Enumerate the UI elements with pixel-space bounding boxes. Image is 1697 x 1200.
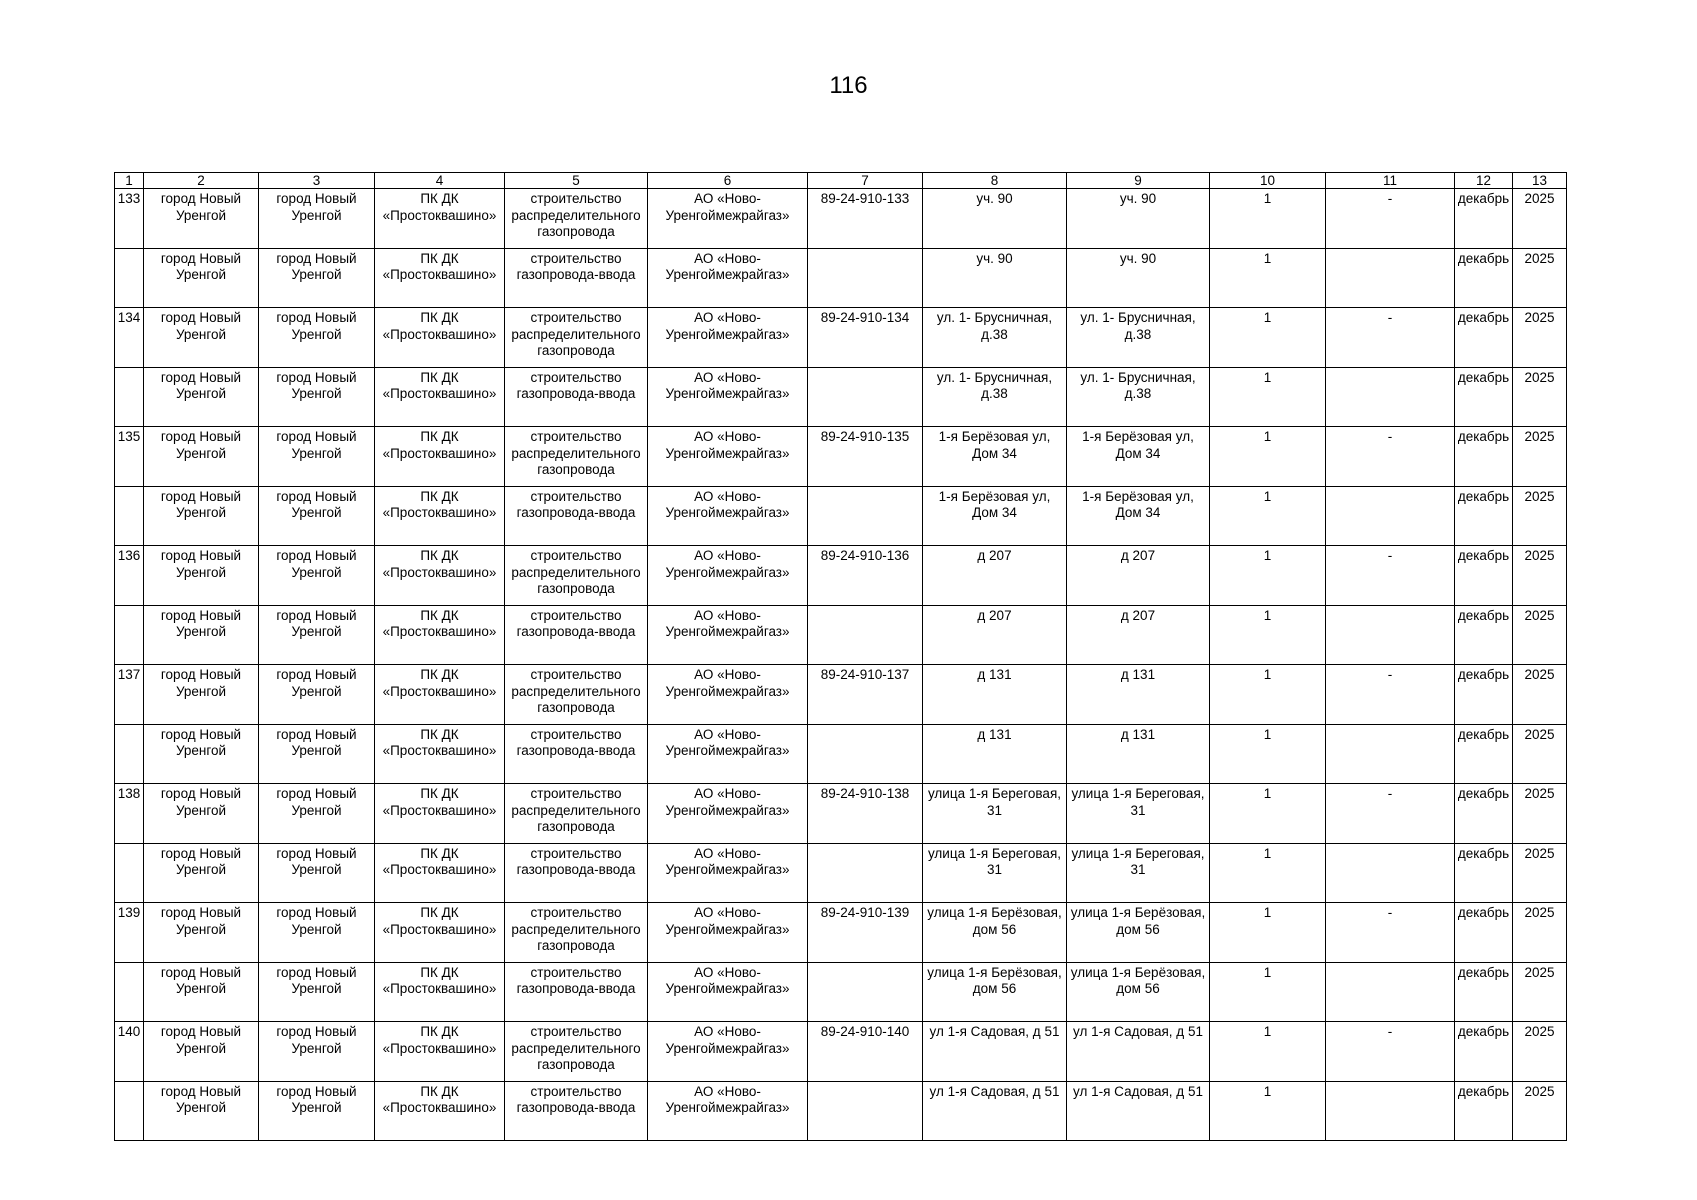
cell-c10: 1 <box>1210 1081 1326 1141</box>
cell-c10: 1 <box>1210 189 1326 249</box>
table-row <box>115 784 1567 844</box>
record-number <box>115 843 144 903</box>
record-number <box>115 367 144 427</box>
cell-c2: город Новый Уренгой <box>144 546 259 606</box>
cell-c8: улица 1-я Берёзовая, дом 56 <box>923 962 1067 1022</box>
cell-c8: уч. 90 <box>923 189 1067 249</box>
cell-c3: город Новый Уренгой <box>259 784 375 844</box>
column-header-13: 13 <box>1513 173 1567 189</box>
object-code: 89-24-910-140 <box>808 1022 923 1082</box>
cell-c5: строительство газопровода-ввода <box>505 843 648 903</box>
cell-c9: ул 1-я Садовая, д 51 <box>1067 1081 1210 1141</box>
cell-c9: ул. 1- Брусничная, д.38 <box>1067 367 1210 427</box>
object-code: 89-24-910-134 <box>808 308 923 368</box>
record-number: 135 <box>115 427 144 487</box>
cell-c13: 2025 <box>1513 248 1567 308</box>
cell-c9: улица 1-я Берёзовая, дом 56 <box>1067 962 1210 1022</box>
record-number: 137 <box>115 665 144 725</box>
table-row <box>115 903 1567 963</box>
cell-c9: 1-я Берёзовая ул, Дом 34 <box>1067 486 1210 546</box>
cell-c12: декабрь <box>1455 427 1513 487</box>
column-header-5: 5 <box>505 173 648 189</box>
cell-c6: АО «Ново-Уренгоймежрайгаз» <box>648 486 808 546</box>
cell-c3: город Новый Уренгой <box>259 367 375 427</box>
table-row <box>115 724 1567 784</box>
column-header-2: 2 <box>144 173 259 189</box>
cell-c11: - <box>1326 1022 1455 1082</box>
cell-c3: город Новый Уренгой <box>259 546 375 606</box>
cell-c10: 1 <box>1210 962 1326 1022</box>
cell-c11: - <box>1326 427 1455 487</box>
cell-c13: 2025 <box>1513 903 1567 963</box>
cell-c12: декабрь <box>1455 665 1513 725</box>
cell-c10: 1 <box>1210 308 1326 368</box>
column-header-1: 1 <box>115 173 144 189</box>
cell-c9: д 131 <box>1067 665 1210 725</box>
column-header-11: 11 <box>1326 173 1455 189</box>
cell-c5: строительство распределительного газопровода <box>505 189 648 249</box>
cell-c11 <box>1326 724 1455 784</box>
table-row <box>115 843 1567 903</box>
cell-c13: 2025 <box>1513 486 1567 546</box>
cell-c8: 1-я Берёзовая ул, Дом 34 <box>923 486 1067 546</box>
table-row <box>115 308 1567 368</box>
cell-c13: 2025 <box>1513 546 1567 606</box>
cell-c10: 1 <box>1210 784 1326 844</box>
cell-c8: ул. 1- Брусничная, д.38 <box>923 367 1067 427</box>
cell-c5: строительство распределительного газопровода <box>505 1022 648 1082</box>
cell-c12: декабрь <box>1455 903 1513 963</box>
cell-c6: АО «Ново-Уренгоймежрайгаз» <box>648 1022 808 1082</box>
header-row <box>115 173 1567 189</box>
cell-c5: строительство газопровода-ввода <box>505 724 648 784</box>
cell-c5: строительство распределительного газопровода <box>505 903 648 963</box>
cell-c8: д 131 <box>923 665 1067 725</box>
cell-c2: город Новый Уренгой <box>144 843 259 903</box>
cell-c4: ПК ДК «Простоквашино» <box>375 189 505 249</box>
cell-c10: 1 <box>1210 665 1326 725</box>
cell-c12: декабрь <box>1455 367 1513 427</box>
cell-c4: ПК ДК «Простоквашино» <box>375 1022 505 1082</box>
column-header-8: 8 <box>923 173 1067 189</box>
table-header <box>115 173 1567 189</box>
cell-c3: город Новый Уренгой <box>259 308 375 368</box>
record-number: 140 <box>115 1022 144 1082</box>
table-body <box>115 189 1567 1141</box>
cell-c2: город Новый Уренгой <box>144 962 259 1022</box>
cell-c3: город Новый Уренгой <box>259 605 375 665</box>
table-row <box>115 605 1567 665</box>
cell-c8: ул 1-я Садовая, д 51 <box>923 1022 1067 1082</box>
cell-c5: строительство газопровода-ввода <box>505 605 648 665</box>
cell-c2: город Новый Уренгой <box>144 486 259 546</box>
cell-c4: ПК ДК «Простоквашино» <box>375 784 505 844</box>
cell-c8: д 207 <box>923 546 1067 606</box>
cell-c2: город Новый Уренгой <box>144 1081 259 1141</box>
cell-c3: город Новый Уренгой <box>259 248 375 308</box>
cell-c6: АО «Ново-Уренгоймежрайгаз» <box>648 427 808 487</box>
object-code: 89-24-910-137 <box>808 665 923 725</box>
cell-c13: 2025 <box>1513 427 1567 487</box>
cell-c5: строительство газопровода-ввода <box>505 962 648 1022</box>
table-row <box>115 665 1567 725</box>
cell-c13: 2025 <box>1513 605 1567 665</box>
cell-c11 <box>1326 605 1455 665</box>
cell-c3: город Новый Уренгой <box>259 665 375 725</box>
record-number: 134 <box>115 308 144 368</box>
object-code <box>808 367 923 427</box>
cell-c4: ПК ДК «Простоквашино» <box>375 843 505 903</box>
table-row <box>115 1081 1567 1141</box>
object-code: 89-24-910-139 <box>808 903 923 963</box>
cell-c6: АО «Ново-Уренгоймежрайгаз» <box>648 546 808 606</box>
table-row <box>115 962 1567 1022</box>
cell-c13: 2025 <box>1513 308 1567 368</box>
cell-c12: декабрь <box>1455 486 1513 546</box>
cell-c10: 1 <box>1210 546 1326 606</box>
cell-c2: город Новый Уренгой <box>144 605 259 665</box>
record-number <box>115 486 144 546</box>
cell-c4: ПК ДК «Простоквашино» <box>375 724 505 784</box>
cell-c8: ул 1-я Садовая, д 51 <box>923 1081 1067 1141</box>
cell-c5: строительство распределительного газопровода <box>505 784 648 844</box>
cell-c10: 1 <box>1210 486 1326 546</box>
cell-c4: ПК ДК «Простоквашино» <box>375 1081 505 1141</box>
record-number <box>115 724 144 784</box>
cell-c11: - <box>1326 189 1455 249</box>
cell-c4: ПК ДК «Простоквашино» <box>375 665 505 725</box>
cell-c12: декабрь <box>1455 1081 1513 1141</box>
column-header-7: 7 <box>808 173 923 189</box>
cell-c12: декабрь <box>1455 308 1513 368</box>
cell-c4: ПК ДК «Простоквашино» <box>375 367 505 427</box>
cell-c6: АО «Ново-Уренгоймежрайгаз» <box>648 248 808 308</box>
cell-c4: ПК ДК «Простоквашино» <box>375 248 505 308</box>
cell-c2: город Новый Уренгой <box>144 903 259 963</box>
column-header-3: 3 <box>259 173 375 189</box>
cell-c6: АО «Ново-Уренгоймежрайгаз» <box>648 903 808 963</box>
record-number <box>115 1081 144 1141</box>
cell-c3: город Новый Уренгой <box>259 486 375 546</box>
cell-c9: д 207 <box>1067 546 1210 606</box>
cell-c3: город Новый Уренгой <box>259 189 375 249</box>
cell-c3: город Новый Уренгой <box>259 427 375 487</box>
cell-c11: - <box>1326 308 1455 368</box>
cell-c2: город Новый Уренгой <box>144 665 259 725</box>
cell-c12: декабрь <box>1455 784 1513 844</box>
cell-c12: декабрь <box>1455 843 1513 903</box>
cell-c12: декабрь <box>1455 189 1513 249</box>
record-number: 138 <box>115 784 144 844</box>
cell-c8: 1-я Берёзовая ул, Дом 34 <box>923 427 1067 487</box>
object-code <box>808 1081 923 1141</box>
cell-c2: город Новый Уренгой <box>144 189 259 249</box>
cell-c11 <box>1326 962 1455 1022</box>
table-row <box>115 189 1567 249</box>
cell-c6: АО «Ново-Уренгоймежрайгаз» <box>648 189 808 249</box>
cell-c11 <box>1326 367 1455 427</box>
record-number: 136 <box>115 546 144 606</box>
cell-c9: д 207 <box>1067 605 1210 665</box>
cell-c13: 2025 <box>1513 724 1567 784</box>
table-row <box>115 367 1567 427</box>
cell-c12: декабрь <box>1455 962 1513 1022</box>
cell-c6: АО «Ново-Уренгоймежрайгаз» <box>648 665 808 725</box>
cell-c9: д 131 <box>1067 724 1210 784</box>
object-code <box>808 843 923 903</box>
cell-c2: город Новый Уренгой <box>144 427 259 487</box>
cell-c3: город Новый Уренгой <box>259 903 375 963</box>
cell-c2: город Новый Уренгой <box>144 308 259 368</box>
cell-c12: декабрь <box>1455 605 1513 665</box>
cell-c3: город Новый Уренгой <box>259 1022 375 1082</box>
registry-table <box>114 172 1567 1141</box>
table-row <box>115 427 1567 487</box>
cell-c6: АО «Ново-Уренгоймежрайгаз» <box>648 308 808 368</box>
cell-c5: строительство распределительного газопровода <box>505 546 648 606</box>
cell-c5: строительство газопровода-ввода <box>505 486 648 546</box>
cell-c11: - <box>1326 903 1455 963</box>
table-row <box>115 248 1567 308</box>
cell-c3: город Новый Уренгой <box>259 724 375 784</box>
cell-c13: 2025 <box>1513 962 1567 1022</box>
object-code <box>808 486 923 546</box>
object-code <box>808 248 923 308</box>
cell-c13: 2025 <box>1513 784 1567 844</box>
cell-c5: строительство газопровода-ввода <box>505 1081 648 1141</box>
cell-c12: декабрь <box>1455 248 1513 308</box>
cell-c11 <box>1326 843 1455 903</box>
record-number <box>115 962 144 1022</box>
cell-c8: ул. 1- Брусничная, д.38 <box>923 308 1067 368</box>
table-row <box>115 486 1567 546</box>
cell-c5: строительство распределительного газопровода <box>505 308 648 368</box>
page-number: 116 <box>829 72 868 99</box>
cell-c9: уч. 90 <box>1067 248 1210 308</box>
cell-c2: город Новый Уренгой <box>144 1022 259 1082</box>
cell-c10: 1 <box>1210 903 1326 963</box>
cell-c4: ПК ДК «Простоквашино» <box>375 605 505 665</box>
cell-c8: улица 1-я Берёзовая, дом 56 <box>923 903 1067 963</box>
cell-c6: АО «Ново-Уренгоймежрайгаз» <box>648 605 808 665</box>
cell-c13: 2025 <box>1513 843 1567 903</box>
cell-c4: ПК ДК «Простоквашино» <box>375 427 505 487</box>
cell-c10: 1 <box>1210 427 1326 487</box>
cell-c9: ул. 1- Брусничная, д.38 <box>1067 308 1210 368</box>
record-number: 133 <box>115 189 144 249</box>
cell-c5: строительство газопровода-ввода <box>505 248 648 308</box>
cell-c11: - <box>1326 784 1455 844</box>
cell-c5: строительство газопровода-ввода <box>505 367 648 427</box>
cell-c4: ПК ДК «Простоквашино» <box>375 486 505 546</box>
cell-c9: 1-я Берёзовая ул, Дом 34 <box>1067 427 1210 487</box>
cell-c11 <box>1326 248 1455 308</box>
column-header-10: 10 <box>1210 173 1326 189</box>
cell-c9: улица 1-я Береговая, 31 <box>1067 843 1210 903</box>
cell-c6: АО «Ново-Уренгоймежрайгаз» <box>648 1081 808 1141</box>
column-header-9: 9 <box>1067 173 1210 189</box>
column-header-6: 6 <box>648 173 808 189</box>
cell-c12: декабрь <box>1455 546 1513 606</box>
cell-c13: 2025 <box>1513 1081 1567 1141</box>
cell-c8: уч. 90 <box>923 248 1067 308</box>
cell-c9: ул 1-я Садовая, д 51 <box>1067 1022 1210 1082</box>
cell-c8: улица 1-я Береговая, 31 <box>923 784 1067 844</box>
cell-c13: 2025 <box>1513 367 1567 427</box>
cell-c4: ПК ДК «Простоквашино» <box>375 962 505 1022</box>
cell-c6: АО «Ново-Уренгоймежрайгаз» <box>648 724 808 784</box>
record-number <box>115 248 144 308</box>
object-code: 89-24-910-135 <box>808 427 923 487</box>
cell-c6: АО «Ново-Уренгоймежрайгаз» <box>648 367 808 427</box>
cell-c11: - <box>1326 665 1455 725</box>
cell-c8: д 207 <box>923 605 1067 665</box>
cell-c3: город Новый Уренгой <box>259 1081 375 1141</box>
object-code: 89-24-910-136 <box>808 546 923 606</box>
cell-c12: декабрь <box>1455 724 1513 784</box>
column-header-12: 12 <box>1455 173 1513 189</box>
cell-c10: 1 <box>1210 843 1326 903</box>
cell-c4: ПК ДК «Простоквашино» <box>375 308 505 368</box>
cell-c6: АО «Ново-Уренгоймежрайгаз» <box>648 962 808 1022</box>
cell-c3: город Новый Уренгой <box>259 843 375 903</box>
cell-c10: 1 <box>1210 605 1326 665</box>
cell-c10: 1 <box>1210 724 1326 784</box>
cell-c5: строительство распределительного газопровода <box>505 427 648 487</box>
cell-c4: ПК ДК «Простоквашино» <box>375 903 505 963</box>
cell-c13: 2025 <box>1513 189 1567 249</box>
cell-c2: город Новый Уренгой <box>144 367 259 427</box>
object-code <box>808 605 923 665</box>
table-row <box>115 546 1567 606</box>
column-header-4: 4 <box>375 173 505 189</box>
object-code <box>808 724 923 784</box>
cell-c11 <box>1326 486 1455 546</box>
cell-c11 <box>1326 1081 1455 1141</box>
object-code: 89-24-910-133 <box>808 189 923 249</box>
cell-c2: город Новый Уренгой <box>144 248 259 308</box>
cell-c10: 1 <box>1210 1022 1326 1082</box>
cell-c6: АО «Ново-Уренгоймежрайгаз» <box>648 843 808 903</box>
cell-c10: 1 <box>1210 367 1326 427</box>
cell-c8: улица 1-я Береговая, 31 <box>923 843 1067 903</box>
cell-c5: строительство распределительного газопровода <box>505 665 648 725</box>
cell-c9: улица 1-я Берёзовая, дом 56 <box>1067 903 1210 963</box>
record-number <box>115 605 144 665</box>
cell-c3: город Новый Уренгой <box>259 962 375 1022</box>
cell-c11: - <box>1326 546 1455 606</box>
cell-c12: декабрь <box>1455 1022 1513 1082</box>
record-number: 139 <box>115 903 144 963</box>
cell-c9: уч. 90 <box>1067 189 1210 249</box>
cell-c13: 2025 <box>1513 665 1567 725</box>
object-code <box>808 962 923 1022</box>
cell-c8: д 131 <box>923 724 1067 784</box>
table-row <box>115 1022 1567 1082</box>
cell-c10: 1 <box>1210 248 1326 308</box>
cell-c2: город Новый Уренгой <box>144 724 259 784</box>
cell-c2: город Новый Уренгой <box>144 784 259 844</box>
cell-c6: АО «Ново-Уренгоймежрайгаз» <box>648 784 808 844</box>
cell-c9: улица 1-я Береговая, 31 <box>1067 784 1210 844</box>
cell-c13: 2025 <box>1513 1022 1567 1082</box>
object-code: 89-24-910-138 <box>808 784 923 844</box>
cell-c4: ПК ДК «Простоквашино» <box>375 546 505 606</box>
